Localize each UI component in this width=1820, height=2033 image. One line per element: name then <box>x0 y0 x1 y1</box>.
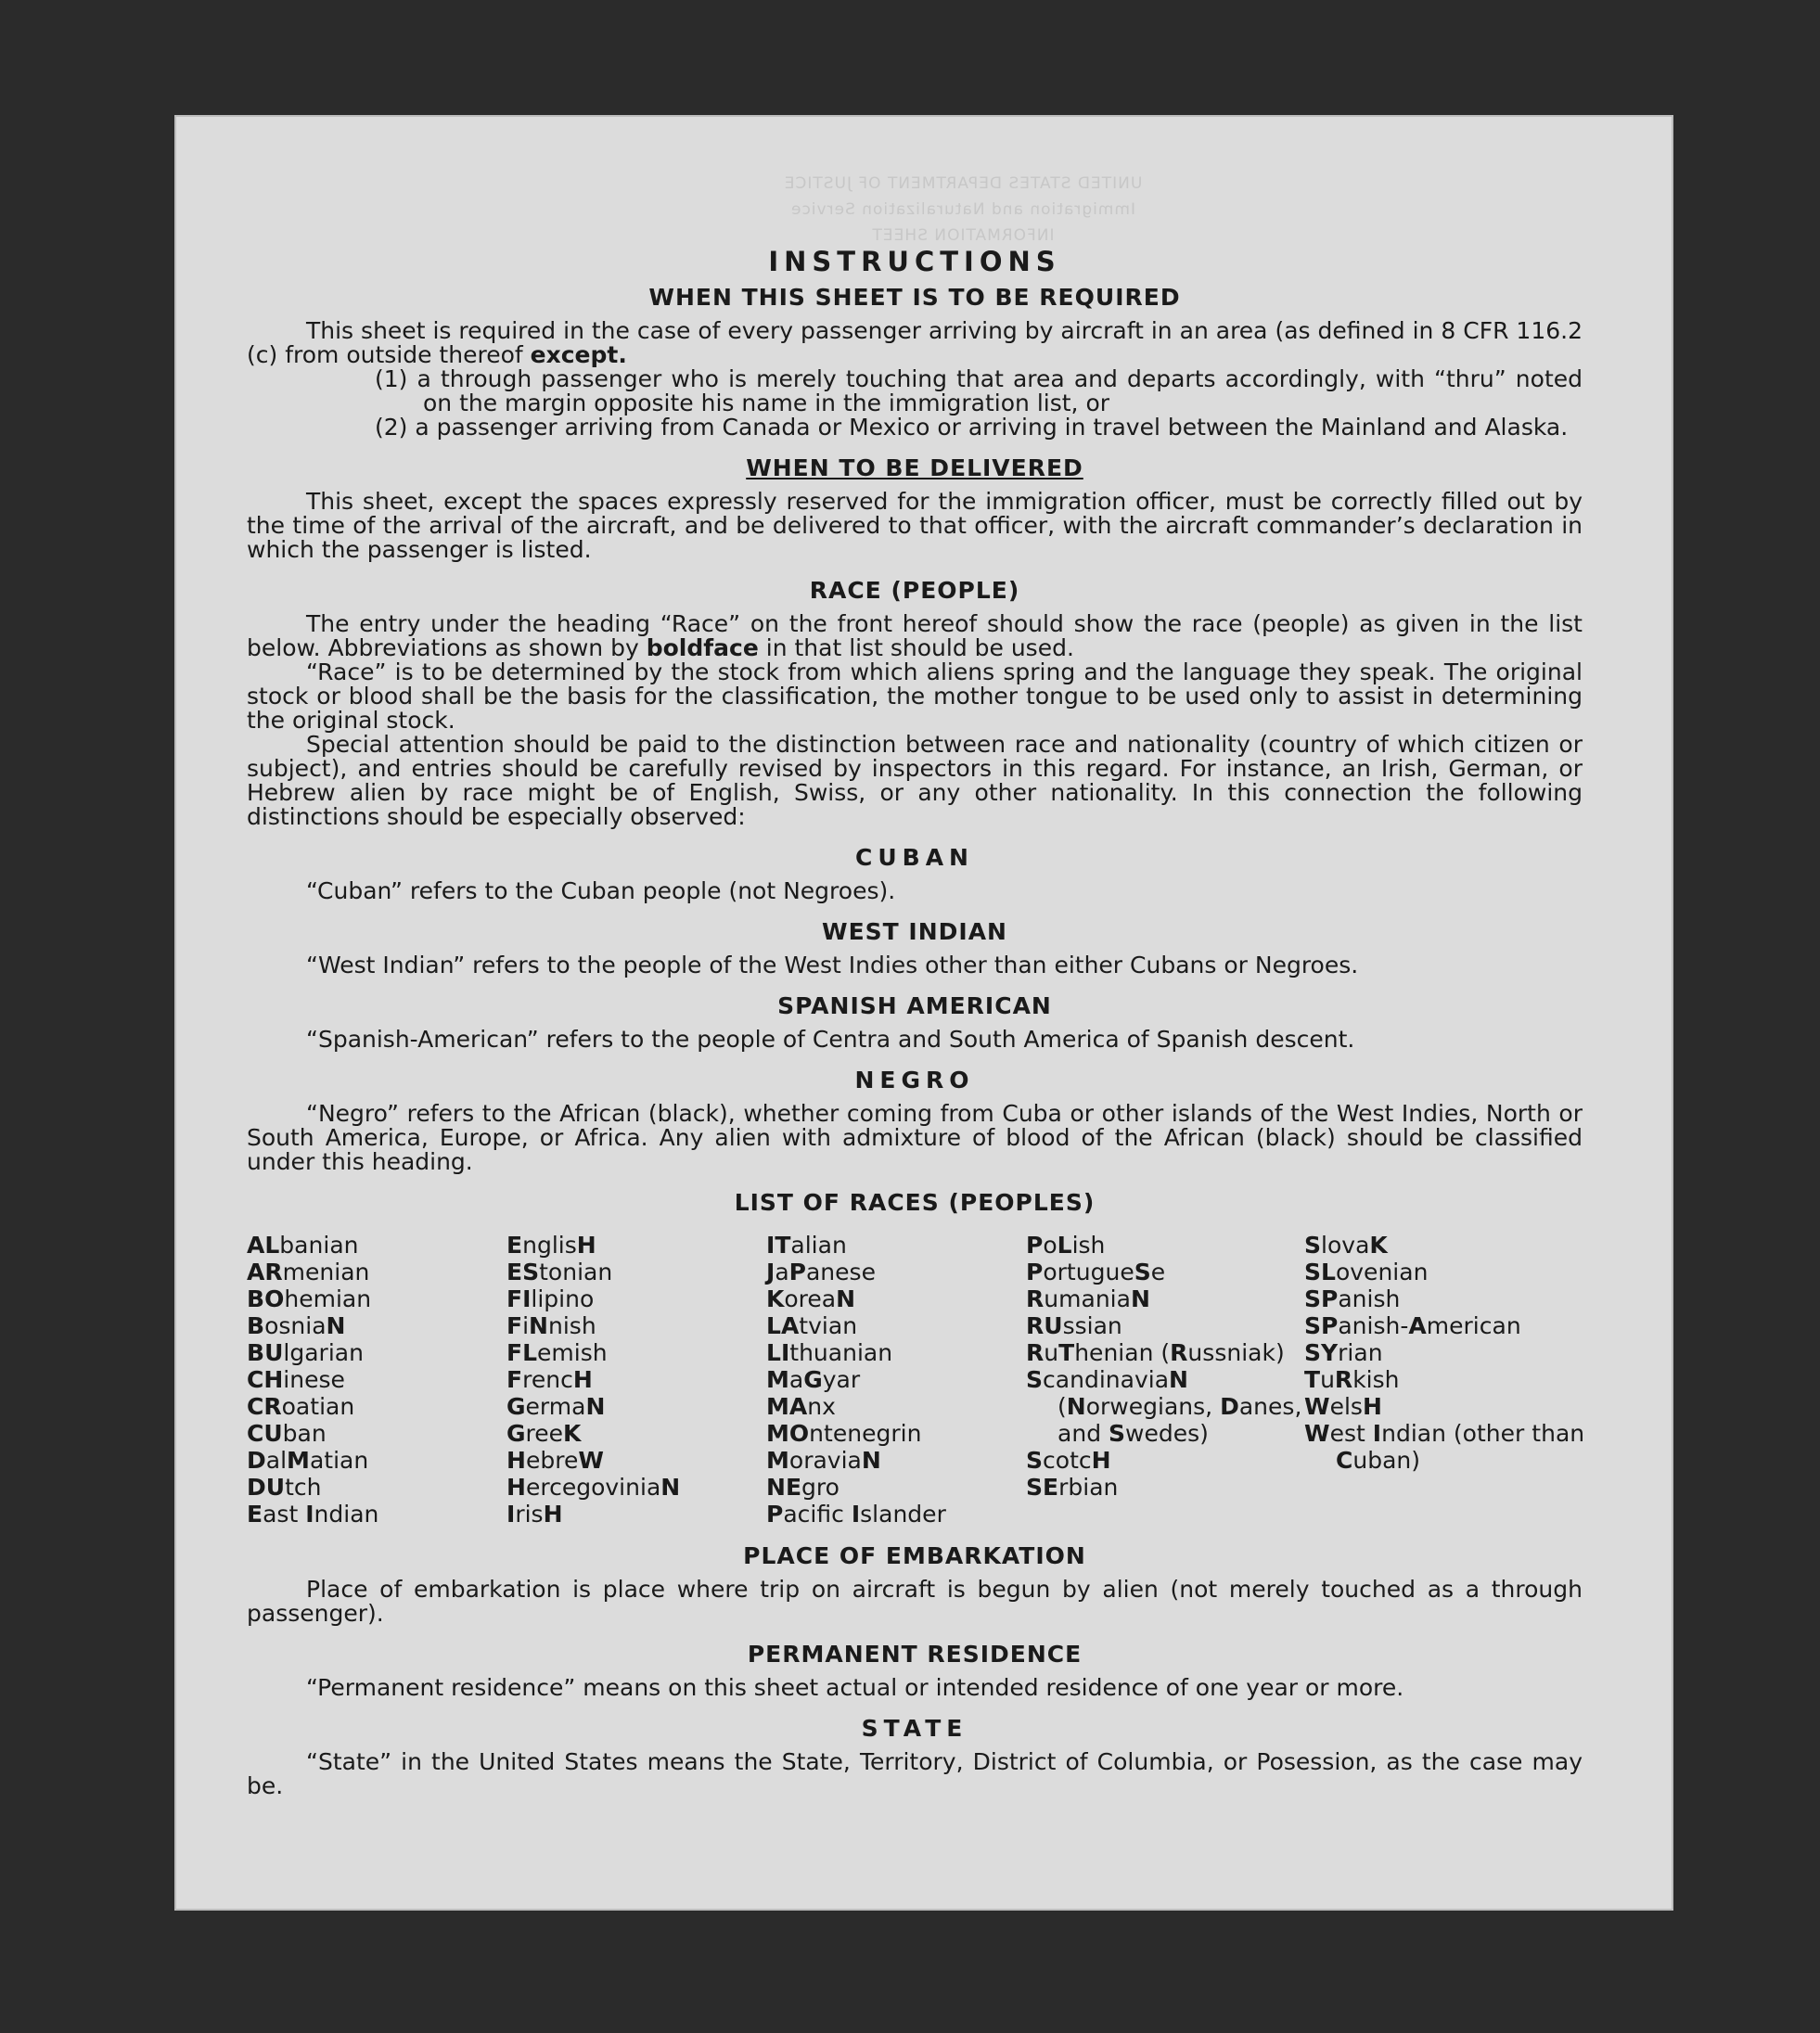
race-item: MoraviaN <box>766 1447 881 1474</box>
race-item: SLovenian <box>1304 1259 1429 1285</box>
item-number: (2) <box>375 414 408 441</box>
race-column-4 <box>1026 1232 1304 1528</box>
race-item: CUban <box>247 1420 327 1447</box>
instructions-content <box>247 245 1583 1798</box>
heading-text: WHEN TO BE DELIVERED <box>746 454 1083 481</box>
race-item: ScandinaviaN (Norwegians, Danes, and Swedes) <box>1026 1366 1302 1447</box>
item-text: a through passenger who is merely touching that area and departs accordingly, with “thru” noted on the margin opposite his name in the immigration list, or <box>417 365 1583 416</box>
bleed-through-text <box>638 171 1288 249</box>
section-heading-race: RACE (PEOPLE) <box>809 577 1020 604</box>
required-item-2 <box>247 416 1583 440</box>
race-p1-bold: boldface <box>646 634 759 661</box>
race-item: SPanish <box>1304 1285 1401 1312</box>
race-item: BOhemian <box>247 1285 372 1312</box>
race-item: SErbian <box>1026 1474 1119 1501</box>
race-item: EnglisH <box>506 1232 596 1259</box>
race-item: ALbanian <box>247 1232 359 1259</box>
race-item: RumaniaN <box>1026 1285 1150 1312</box>
section-heading-cuban: CUBAN <box>855 844 974 871</box>
race-item: IrisH <box>506 1501 563 1528</box>
race-item: DUtch <box>247 1474 322 1501</box>
race-p1-text-end: in that list should be used. <box>765 634 1074 661</box>
spanish-american-text: “Spanish-American” refers to the people of Centra and South America of Spanish descent. <box>306 1026 1355 1053</box>
race-item: ARmenian <box>247 1259 370 1285</box>
race-paragraph-1 <box>247 612 1583 660</box>
section-heading-spanish-american: SPANISH AMERICAN <box>777 992 1052 1019</box>
race-item: ScotcH <box>1026 1447 1111 1474</box>
race-item: LIthuanian <box>766 1339 893 1366</box>
section-heading-residence: PERMANENT RESIDENCE <box>747 1641 1083 1668</box>
race-item: SlovaK <box>1304 1232 1388 1259</box>
residence-text: “Permanent residence” means on this sheet actual or intended residence of one year or more. <box>306 1674 1404 1701</box>
required-intro-text: This sheet is required in the case of every passenger arriving by aircraft in an area (as defined in 8 CFR 116.2 (c) from outside thereof <box>247 317 1583 368</box>
race-item: TuRkish <box>1304 1366 1400 1393</box>
race-item: ITalian <box>766 1232 847 1259</box>
race-item: BUlgarian <box>247 1339 364 1366</box>
race-item: HebreW <box>506 1447 604 1474</box>
embarkation-text: Place of embarkation is place where trip on aircraft is begun by alien (not merely touched as a through passenger). <box>247 1576 1583 1627</box>
document-page <box>174 115 1673 1911</box>
race-item: PoLish <box>1026 1232 1106 1259</box>
bleed-line: Immigration and Naturalization Service <box>790 200 1135 219</box>
section-heading-state: STATE <box>861 1715 968 1742</box>
race-column-5 <box>1304 1232 1583 1528</box>
race-item: GreeK <box>506 1420 582 1447</box>
race-item: MOntenegrin <box>766 1420 922 1447</box>
race-item: GermaN <box>506 1393 606 1420</box>
race-column-2 <box>506 1232 766 1528</box>
race-item: EStonian <box>506 1259 613 1285</box>
bleed-line: UNITED STATES DEPARTMENT OF JUSTICE <box>783 174 1143 193</box>
section-heading-embarkation: PLACE OF EMBARKATION <box>743 1542 1086 1569</box>
race-list <box>247 1232 1583 1528</box>
section-heading-delivered <box>247 453 1583 484</box>
race-item: FrencH <box>506 1366 593 1393</box>
race-column-3 <box>766 1232 1026 1528</box>
race-item: MaGyar <box>766 1366 861 1393</box>
race-paragraph-2: “Race” is to be determined by the stock from which aliens spring and the language they speak. The original stock or blood shall be the basis for the classification, the mother tongue to be used only to assist in determining the original stock. <box>247 658 1583 734</box>
required-intro <box>247 319 1583 367</box>
race-item: WelsH <box>1304 1393 1382 1420</box>
race-item: NEgro <box>766 1474 840 1501</box>
section-heading-west-indian: WEST INDIAN <box>822 918 1007 945</box>
state-text: “State” in the United States means the State, Territory, District of Columbia, or Posession, as the case may be. <box>247 1748 1583 1799</box>
race-item: SPanish-American <box>1304 1312 1521 1339</box>
section-heading-list: LIST OF RACES (PEOPLES) <box>734 1189 1096 1216</box>
delivered-text: This sheet, except the spaces expressly reserved for the immigration officer, must be correctly filled out by the time of the arrival of the aircraft, and be delivered to that officer, with the aircraft commander’s declaration in which the passenger is listed. <box>247 488 1583 563</box>
race-item: PortugueSe <box>1026 1259 1166 1285</box>
race-item: BosniaN <box>247 1312 346 1339</box>
race-item: East Indian <box>247 1501 379 1528</box>
race-paragraph-3: Special attention should be paid to the distinction between race and nationality (country of which citizen or subject), and entries should be carefully revised by inspectors in this regard. For instance, an Irish, German, or Hebrew alien by race might be of English, Swiss, or any other nationality. In this connection the following distinctions should be especially observed: <box>247 731 1583 830</box>
section-heading-negro: NEGRO <box>854 1067 975 1093</box>
race-item: FIlipino <box>506 1285 595 1312</box>
race-p1-text: The entry under the heading “Race” on the front hereof should show the race (people) as given in the list below. Abbreviations as shown by <box>247 610 1583 661</box>
page-title: INSTRUCTIONS <box>768 246 1061 277</box>
cuban-text: “Cuban” refers to the Cuban people (not Negroes). <box>306 877 896 904</box>
race-item: FiNnish <box>506 1312 596 1339</box>
section-heading-required: WHEN THIS SHEET IS TO BE REQUIRED <box>648 284 1181 311</box>
race-item: FLemish <box>506 1339 608 1366</box>
race-item: CHinese <box>247 1366 345 1393</box>
race-item: HercegoviniaN <box>506 1474 681 1501</box>
required-item-1 <box>247 367 1583 416</box>
race-item: MAnx <box>766 1393 836 1420</box>
race-item: Pacifc Islander <box>766 1501 946 1528</box>
item-number: (1) <box>375 365 408 392</box>
race-item: CRoatian <box>247 1393 355 1420</box>
race-item: KoreaN <box>766 1285 856 1312</box>
race-item: SYrian <box>1304 1339 1383 1366</box>
race-item: RUssian <box>1026 1312 1122 1339</box>
race-item: West Indian (other than Cuban) <box>1304 1420 1585 1474</box>
race-item: JaPanese <box>766 1259 876 1285</box>
race-item: DalMatian <box>247 1447 369 1474</box>
required-except: except. <box>530 341 627 368</box>
item-text: a passenger arriving from Canada or Mexico or arriving in travel between the Mainland and Alaska. <box>415 414 1569 441</box>
race-column-1 <box>247 1232 506 1528</box>
bleed-line: INFORMATION SHEET <box>871 226 1055 245</box>
west-indian-text: “West Indian” refers to the people of the West Indies other than either Cubans or Negroes. <box>306 952 1359 978</box>
race-item: LAtvian <box>766 1312 858 1339</box>
negro-text: “Negro” refers to the African (black), whether coming from Cuba or other islands of the West Indies, North or South America, Europe, or Africa. Any alien with admixture of blood of the African (black) should be classified under this heading. <box>247 1100 1583 1175</box>
race-item: RuThenian (Russniak) <box>1026 1339 1285 1366</box>
